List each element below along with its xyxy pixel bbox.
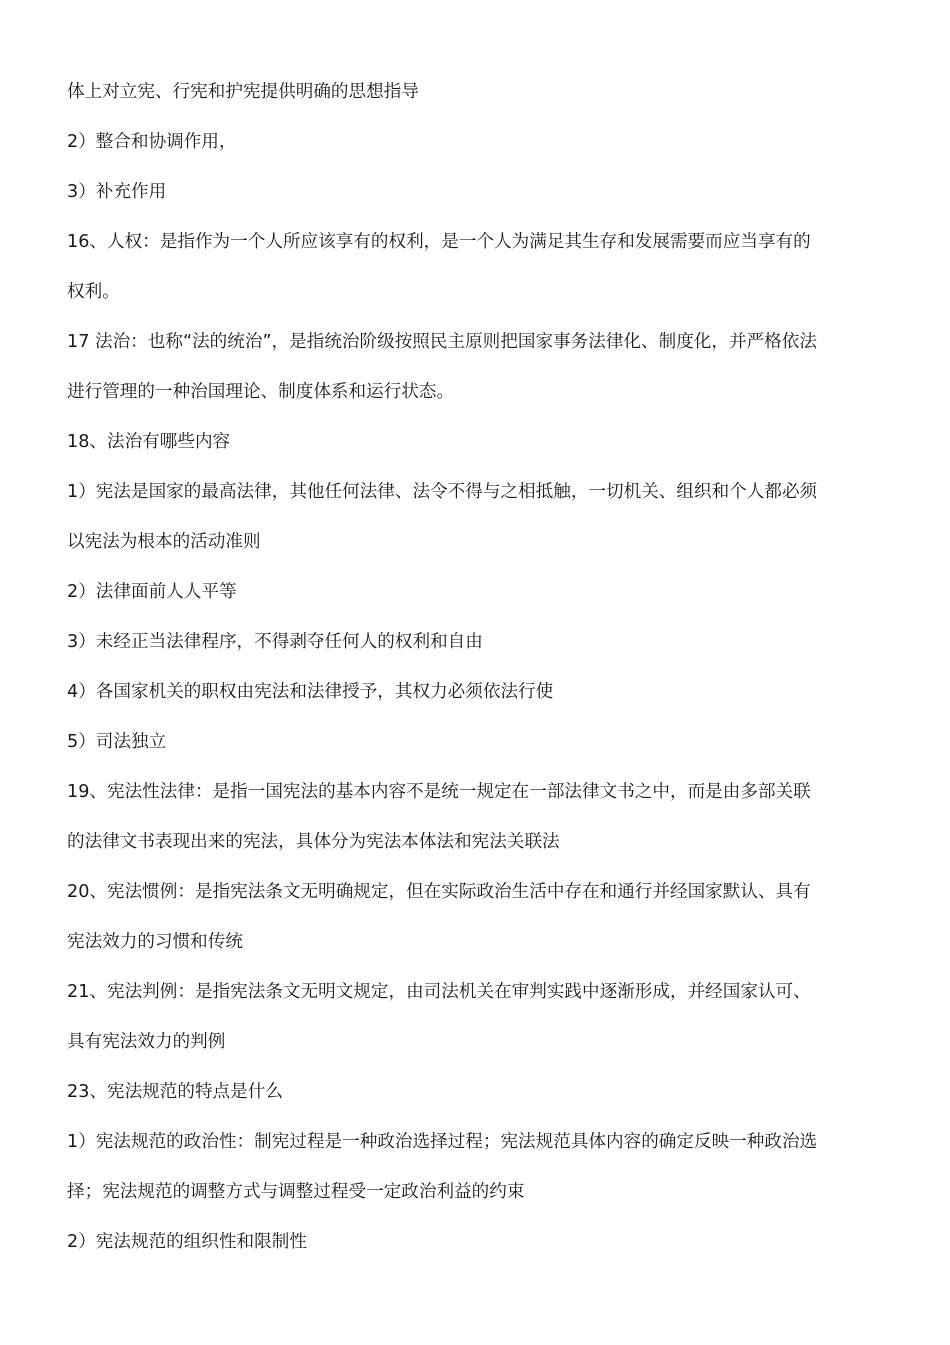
text-line: 具有宪法效力的判例 xyxy=(67,1032,226,1052)
text-line: 体上对立宪、行宪和护宪提供明确的思想指导 xyxy=(67,82,419,102)
text-line: 进行管理的一种治国理论、制度体系和运行状态。 xyxy=(67,382,455,402)
text-line: 择；宪法规范的调整方式与调整过程受一定政治利益的约束 xyxy=(67,1182,525,1202)
text-line: 宪法效力的习惯和传统 xyxy=(67,932,243,952)
text-line: 权利。 xyxy=(67,282,120,302)
text-line: 3）补充作用 xyxy=(67,182,167,202)
text-line: 20、宪法惯例：是指宪法条文无明确规定，但在实际政治生活中存在和通行并经国家默认、具有 xyxy=(67,882,811,902)
text-line: 的法律文书表现出来的宪法，具体分为宪法本体法和宪法关联法 xyxy=(67,832,560,852)
text-line: 1）宪法是国家的最高法律，其他任何法律、法令不得与之相抵触，一切机关、组织和个人都必须 xyxy=(67,482,818,502)
text-line: 3）未经正当法律程序，不得剥夺任何人的权利和自由 xyxy=(67,632,483,652)
text-line: 2）整合和协调作用， xyxy=(67,132,237,152)
text-line: 19、宪法性法律：是指一国宪法的基本内容不是统一规定在一部法律文书之中，而是由多部关联 xyxy=(67,782,811,802)
text-line: 18、法治有哪些内容 xyxy=(67,432,231,452)
text-line: 21、宪法判例：是指宪法条文无明文规定，由司法机关在审判实践中逐渐形成，并经国家认可、 xyxy=(67,982,811,1002)
text-line: 以宪法为根本的活动准则 xyxy=(67,532,261,552)
text-line: 1）宪法规范的政治性：制宪过程是一种政治选择过程；宪法规范具体内容的确定反映一种政治选 xyxy=(67,1132,818,1152)
text-line: 16、人权：是指作为一个人所应该享有的权利，是一个人为满足其生存和发展需要而应当享有的 xyxy=(67,232,811,252)
text-line: 5）司法独立 xyxy=(67,732,167,752)
text-line: 17 法治：也称“法的统治”，是指统治阶级按照民主原则把国家事务法律化、制度化，并严格依法 xyxy=(67,332,817,352)
text-line: 23、宪法规范的特点是什么 xyxy=(67,1082,283,1102)
text-line: 2）法律面前人人平等 xyxy=(67,582,237,602)
text-line: 4）各国家机关的职权由宪法和法律授予，其权力必须依法行使 xyxy=(67,682,554,702)
text-line: 2）宪法规范的组织性和限制性 xyxy=(67,1232,307,1252)
